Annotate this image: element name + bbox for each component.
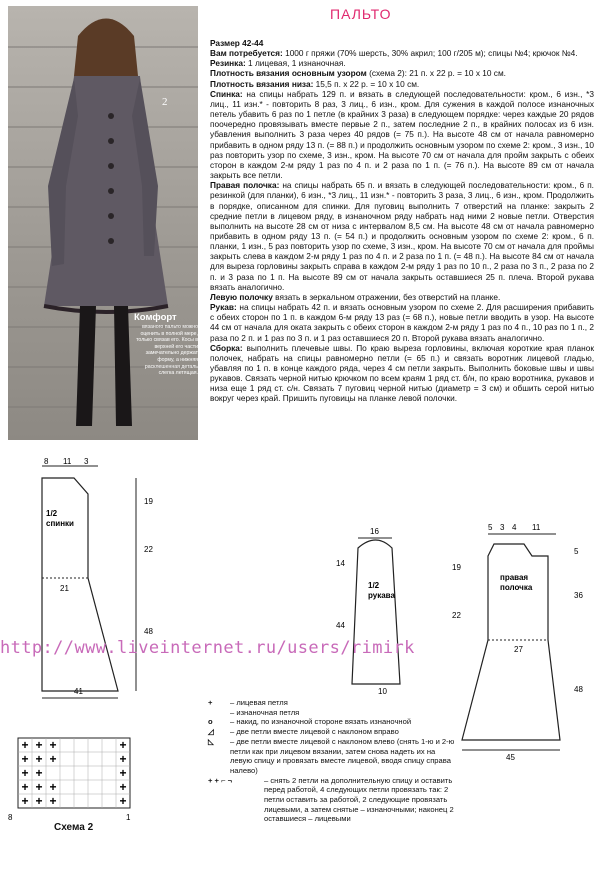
rib-text: 1 лицевая, 1 изнаночная. — [248, 58, 346, 69]
assembly-label: Сборка: — [210, 342, 243, 353]
schema-2-grid — [8, 736, 138, 826]
svg-text:+: + — [21, 738, 29, 752]
legend-item — [208, 776, 456, 825]
legend-item — [208, 708, 456, 718]
materials-label: Вам потребуется: — [210, 48, 283, 59]
symbol-legend — [208, 698, 456, 824]
legend-text: – лицевая петля — [230, 698, 288, 707]
schema-right-number: 1 — [126, 813, 131, 822]
back-dim-top-c: 3 — [84, 457, 89, 466]
left-front-label: Левую полочку — [210, 291, 273, 302]
left-front-text: вязать в зеркальном отражении, без отверстий на планке. — [275, 291, 501, 302]
back-diagram — [8, 456, 198, 706]
rib-label: Резинка: — [210, 58, 246, 69]
sleeve-dim-top: 16 — [370, 527, 379, 536]
svg-text:+: + — [49, 794, 57, 808]
size-label: Размер 42-44 — [210, 38, 264, 48]
legend-symbol: o — [208, 717, 213, 727]
sleeve-dim-bottom: 10 — [378, 687, 387, 696]
gauge-bottom-text: 15,5 п. х 22 р. = 10 х 10 см. — [315, 78, 420, 89]
photo-caption — [136, 312, 198, 377]
back-dim-top-b: 11 — [63, 457, 72, 466]
front-dim-top-d: 11 — [532, 523, 541, 532]
schema-left-number: 8 — [8, 813, 13, 822]
svg-text:+: + — [119, 752, 127, 766]
front-dim-left2: 22 — [452, 611, 461, 620]
materials-text: 1000 г пряжи (70% шерсть, 30% акрил; 100 г/205 м); спицы №4; крючок №4. — [285, 48, 578, 59]
assembly-text: выполнить плечевые швы. По краю выреза горловины, включая короткие края планок полочек, набрать на спицы равномерно петли (= 65 п.) и связать воротник лицевой гладью, убавляя по 1 п. в конце каждого ряда, через 4 см петли закрыть. Выполнить боковые швы и швы рукавов. Связать черной нитью крючком по всем краям 1 ряд ст. б/н, по краю воротника, рукавов и низа еще 1 ряд ст. с/н. Связать 7 пуговиц черной нитью (диаметр = 3 см) и обшить серой нитью вокруг через край. Пришить пуговицы на планке левой полочки. — [210, 342, 594, 404]
back-dim-top-a: 8 — [44, 457, 49, 466]
right-front-text: на спицы набрать 65 п. и вязать в следующей последовательности: кром., 6 п. резинкой (для планки), 6 изн., *3 лиц., 11 изн.* - повторить 3 раза, 3 лиц., 6 изн., кром. Продолжить в порядке, описанном для спинки. Для пуговиц выполнить 7 отверстий на планке: закрыть 2 средние петли в лицевом ряду, в изнаночном ряду набрать над ними 2 новые петли. Отверстия выполнить на высоте 28 см от низа с интервалом 8,5 см. На высоте 48 см от начала равномерно прибавить в одном ряду 13 п. (= 54 п.) и продолжить основным узором по схеме 2: кром., 6 п. планки, 1 изн., 5 раз повторить узор по схеме, 3 изн., кром. На высоте 70 см от начала для проймы закрыть слева в каждом 2-м ряду 1 раз по 4 п. и 2 раза по 1 п. (= 48 п.). На высоте 84 см от начала для выреза горловины закрыть справа в каждом 2-м ряду 1 раз по 10 п., 2 раза по 3 п., 2 раза по 2 п. и 3 раза по 1 п. На высоте 89 см от начала закрыть оставшиеся 25 п. плеча. Второй рукава вязать аналогично. — [210, 180, 594, 292]
legend-text: – две петли вместе лицевой с наклоном влево (снять 1-ю и 2-ю петли как при лицевом вязании, затем снова надеть их на левую спицу и провязать вместе лицевой, вводя спицу справа налево) — [230, 736, 455, 775]
svg-text:+: + — [49, 752, 57, 766]
svg-text:+: + — [119, 794, 127, 808]
svg-text:+: + — [21, 766, 29, 780]
front-diagram-title: правая полочка — [500, 573, 533, 592]
svg-text:+: + — [35, 794, 43, 808]
legend-symbol: ◿ — [208, 727, 214, 737]
front-dim-top-a: 5 — [488, 523, 493, 532]
back-label: Спинка: — [210, 88, 243, 99]
legend-item — [208, 698, 456, 708]
gauge-main-label: Плотность вязания основным узором — [210, 68, 367, 79]
front-dim-top-c: 4 — [512, 523, 517, 532]
gauge-bottom-label: Плотность вязания низа: — [210, 78, 314, 89]
photo-caption-text: вязаного пальто можно оценить в полной мере, только связав его. Косы в верхней его части замечательно держат форму, а нижняя расклешенная деталь слегка летящая. — [136, 324, 198, 377]
front-dim-left1: 19 — [452, 563, 461, 572]
watermark-url: http://www.liveinternet.ru/users/rimirk — [0, 638, 415, 658]
legend-text: – накид, по изнаночной стороне вязать изнаночной — [230, 717, 412, 727]
front-dim-right2: 36 — [574, 591, 583, 600]
svg-text:+: + — [35, 766, 43, 780]
right-front-label: Правая полочка: — [210, 180, 280, 191]
back-dim-bottom: 41 — [74, 687, 83, 696]
front-dim-top-b: 3 — [500, 523, 505, 532]
sleeve-label: Рукав: — [210, 302, 237, 313]
svg-text:+: + — [49, 780, 57, 794]
svg-text:+: + — [119, 780, 127, 794]
front-dim-bottom: 45 — [506, 753, 515, 762]
svg-text:+: + — [21, 752, 29, 766]
gauge-main-text: (схема 2): 21 п. х 22 р. = 10 х 10 см. — [369, 68, 506, 79]
sleeve-dim-left: 44 — [336, 621, 345, 630]
back-dim-h3: 48 — [144, 627, 153, 636]
back-dim-h1: 19 — [144, 497, 153, 506]
legend-text: – снять 2 петли на дополнительную спицу и оставить перед работой, 4 следующих петли провязать так: 2 петли оставить за работой, 2 следующие провязать лицевыми, а затем снятые – изнаночными; наконец 2 оставшиеся – лицевыми — [264, 775, 454, 824]
front-dim-right-top: 5 — [574, 547, 579, 556]
svg-text:+: + — [21, 780, 29, 794]
svg-text:+: + — [119, 738, 127, 752]
sleeve-diagram-title: 1/2 рукава — [368, 581, 395, 600]
svg-text:+: + — [35, 780, 43, 794]
back-text: на спицы набрать 129 п. и вязать в следующей последовательности: кром., 6 изн., *3 лиц., 11 изн.* - повторить 8 раз, 3 лиц., 6 изн., кром. Для сужения в каждой полосе изнаночных петель убавить 6 раз по 1 петле (в крайних 3 раза) в следующем порядке: через каждые 20 рядов поочередно провязывать вместе первые 2 п., затем последние 2 п., в крайних полосах из 6 изн. убавления выполнить 3 раза через 40 рядов (= 75 п.). На высоте 48 см от начала равномерно прибавить в одном ряду 13 п. (= 88 п.) и продолжить основным узором по схеме 2: кром., 3 изн., 10 раз повторить узор по схеме, 3 изн., кром. На высоте 70 см от начала для пройм закрыть с обеих сторон в каждом 2-м ряду 1 раз по 4 п. и 2 раза по 1 п. (= 76 п.). На высоте 89 см от начала закрыть все петли. — [210, 88, 594, 181]
back-dim-h2: 22 — [144, 545, 153, 554]
svg-text:+: + — [49, 738, 57, 752]
instructions — [210, 38, 594, 404]
svg-text:+: + — [35, 752, 43, 766]
model-photo — [8, 6, 198, 440]
sleeve-diagram — [330, 524, 440, 699]
legend-symbol: + + ⌐ ¬ — [208, 775, 233, 785]
sleeve-dim-left-top: 14 — [336, 559, 345, 568]
front-dim-mid: 27 — [514, 645, 523, 654]
page-title: ПАЛЬТО — [330, 6, 392, 22]
legend-item — [208, 727, 456, 737]
legend-text: – две петли вместе лицевой с наклоном вправо — [230, 727, 399, 737]
legend-symbol: + — [208, 698, 213, 707]
photo-number: 2 — [162, 96, 168, 108]
legend-item — [208, 717, 456, 727]
svg-text:+: + — [119, 766, 127, 780]
back-dim-mid: 21 — [60, 584, 69, 593]
photo-caption-title: Комфорт — [134, 312, 177, 323]
legend-text: – изнаночная петля — [230, 707, 300, 717]
front-dim-right3: 48 — [574, 685, 583, 694]
svg-text:+: + — [21, 794, 29, 808]
back-diagram-title: 1/2 спинки — [46, 509, 74, 528]
legend-item — [208, 737, 456, 776]
sleeve-text: на спицы набрать 42 п. и вязать основным узором по схеме 2. Для расширения прибавить с обеих сторон по 1 п. в каждом 6-м ряду 13 раз (= 68 п.), новые петли вводить в узор. На высоте 44 см от начала для оката закрыть с обеих сторон в каждом 2-м ряду 1 раз по 4 п., 10 раз по 1 п., 2 раза по 2 п. и 1 раз по 3 п. и 1 раз оставшиеся 20 п. Второй рукава вязать аналогично. — [210, 302, 594, 343]
legend-symbol: ◺ — [208, 736, 214, 746]
svg-text:+: + — [35, 738, 43, 752]
schema-title: Схема 2 — [54, 822, 94, 833]
